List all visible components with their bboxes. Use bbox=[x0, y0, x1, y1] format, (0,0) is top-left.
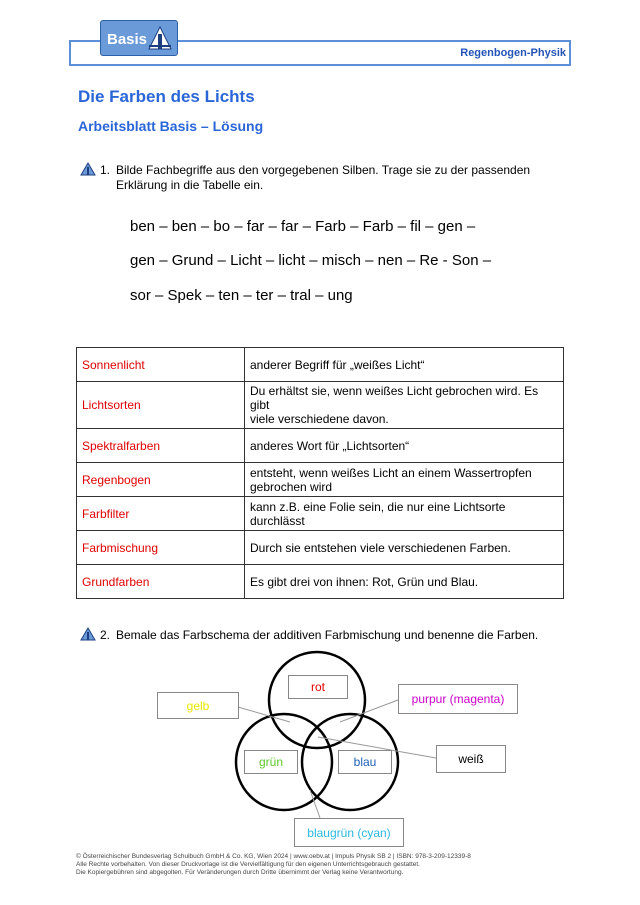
label-white bbox=[436, 745, 506, 773]
label-red bbox=[288, 675, 348, 699]
label-yellow bbox=[157, 692, 239, 719]
label-yellow-text: gelb bbox=[186, 698, 210, 713]
definition-cell: Durch sie entstehen viele verschiedenen Farben. bbox=[245, 531, 564, 565]
table-row bbox=[77, 531, 564, 565]
task1-number: 1. bbox=[100, 163, 111, 177]
publisher-logo bbox=[100, 20, 178, 56]
label-red-text: rot bbox=[310, 680, 325, 694]
table-row bbox=[77, 382, 564, 429]
task2-number: 2. bbox=[100, 628, 111, 642]
label-cyan-text: blaugrün (cyan) bbox=[307, 825, 391, 840]
table-row bbox=[77, 463, 564, 497]
label-cyan bbox=[294, 818, 404, 847]
definition-cell: Es gibt drei von ihnen: Rot, Grün und Blau. bbox=[245, 565, 564, 599]
table-row bbox=[77, 565, 564, 599]
task1-text-line2: Erklärung in die Tabelle ein. bbox=[116, 178, 264, 192]
task-level-icon bbox=[80, 162, 96, 176]
page-title: Die Farben des Lichts bbox=[78, 87, 255, 106]
label-magenta-text: purpur (magenta) bbox=[411, 692, 505, 706]
brand-name: Regenbogen-Physik bbox=[460, 47, 566, 59]
label-white-text: weiß bbox=[458, 752, 484, 766]
footer-line-2: Alle Rechte vorbehalten. Von dieser Druckvorlage ist die Vervielfältigung für den eigenen Unterrichtsgebrauch gestattet. bbox=[76, 861, 420, 868]
term-cell: Regenbogen bbox=[77, 463, 245, 497]
definition-cell: anderes Wort für „Lichtsorten“ bbox=[245, 429, 564, 463]
definition-cell: anderer Begriff für „weißes Licht“ bbox=[245, 348, 564, 382]
definition-cell: kann z.B. eine Folie sein, die nur eine Lichtsorte durchlässt bbox=[245, 497, 564, 531]
label-blue bbox=[338, 750, 392, 774]
footer-line-3: Die Kopiergebühren sind abgegolten. Für Veränderungen durch Dritte übernimmt der Verlag keine Verantwortung. bbox=[76, 869, 404, 876]
syllables-line-1: ben – ben – bo – far – far – Farb – Farb – fil – gen – bbox=[130, 218, 476, 235]
label-green bbox=[244, 750, 298, 774]
terms-table bbox=[76, 347, 564, 599]
logo-text: Basis bbox=[107, 31, 148, 48]
term-cell: Farbfilter bbox=[77, 497, 245, 531]
red-circle bbox=[269, 652, 365, 748]
table-row bbox=[77, 348, 564, 382]
syllables-line-2: gen – Grund – Licht – licht – misch – nen – Re - Son – bbox=[130, 252, 492, 269]
table-row bbox=[77, 429, 564, 463]
term-cell: Sonnenlicht bbox=[77, 348, 245, 382]
task2-text: Bemale das Farbschema der additiven Farbmischung und benenne die Farben. bbox=[116, 628, 539, 642]
term-cell: Grundfarben bbox=[77, 565, 245, 599]
footer-line-1: © Österreichischer Bundesverlag Schulbuch GmbH & Co. KG, Wien 2024 | www.oebv.at | Impuls Physik SB 2 | ISBN: 978-3-209-12339-8 bbox=[76, 853, 471, 860]
term-cell: Farbmischung bbox=[77, 531, 245, 565]
table-row bbox=[77, 497, 564, 531]
definition-cell: entsteht, wenn weißes Licht an einem Wassertropfen gebrochen wird bbox=[245, 463, 564, 497]
label-magenta bbox=[398, 684, 518, 714]
task1-text-line1: Bilde Fachbegriffe aus den vorgegebenen Silben. Trage sie zu der passenden bbox=[116, 163, 531, 177]
definition-cell: Du erhältst sie, wenn weißes Licht gebrochen wird. Es gibt viele verschiedene davon. bbox=[245, 382, 564, 429]
triangle-logo-icon bbox=[147, 25, 173, 51]
term-cell: Spektralfarben bbox=[77, 429, 245, 463]
label-blue-text: blau bbox=[353, 755, 377, 769]
syllables-line-3: sor – Spek – ten – ter – tral – ung bbox=[130, 287, 353, 304]
label-green-text: grün bbox=[258, 755, 284, 769]
term-cell: Lichtsorten bbox=[77, 382, 245, 429]
task-level-icon bbox=[80, 627, 96, 641]
page-subtitle: Arbeitsblatt Basis – Lösung bbox=[78, 118, 264, 134]
